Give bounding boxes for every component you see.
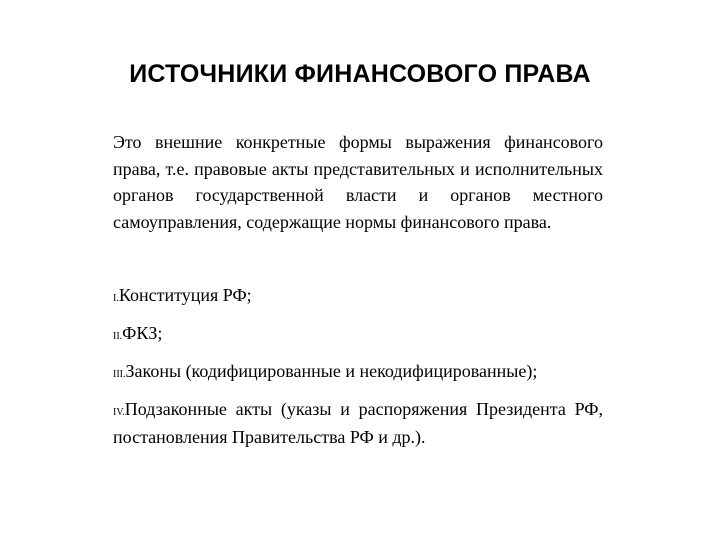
list-item-text: Законы (кодифицированные и некодифицированные); [125, 361, 538, 381]
list-item-number: IV. [113, 407, 125, 418]
slide-title: ИСТОЧНИКИ ФИНАНСОВОГО ПРАВА [129, 60, 591, 88]
list-item [113, 359, 603, 387]
sources-list [113, 283, 603, 460]
list-item-text: ФКЗ; [122, 323, 163, 343]
list-item-number: I. [113, 293, 119, 304]
list-item [113, 283, 603, 311]
list-item [113, 321, 603, 349]
list-item-number: III. [113, 369, 126, 380]
list-item-text: Конституция РФ; [118, 285, 252, 305]
list-item [113, 397, 603, 450]
definition-paragraph: Это внешние конкретные формы выражения финансового права, т.е. правовые акты представительных и исполнительных органов государственной власти и органов местного самоуправления, содержащие нормы финансового права. [113, 132, 603, 232]
list-item-number: II. [113, 331, 123, 342]
list-item-text: Подзаконные акты (указы и распоряжения Президента РФ, постановления Правительства РФ и др.). [113, 399, 603, 447]
